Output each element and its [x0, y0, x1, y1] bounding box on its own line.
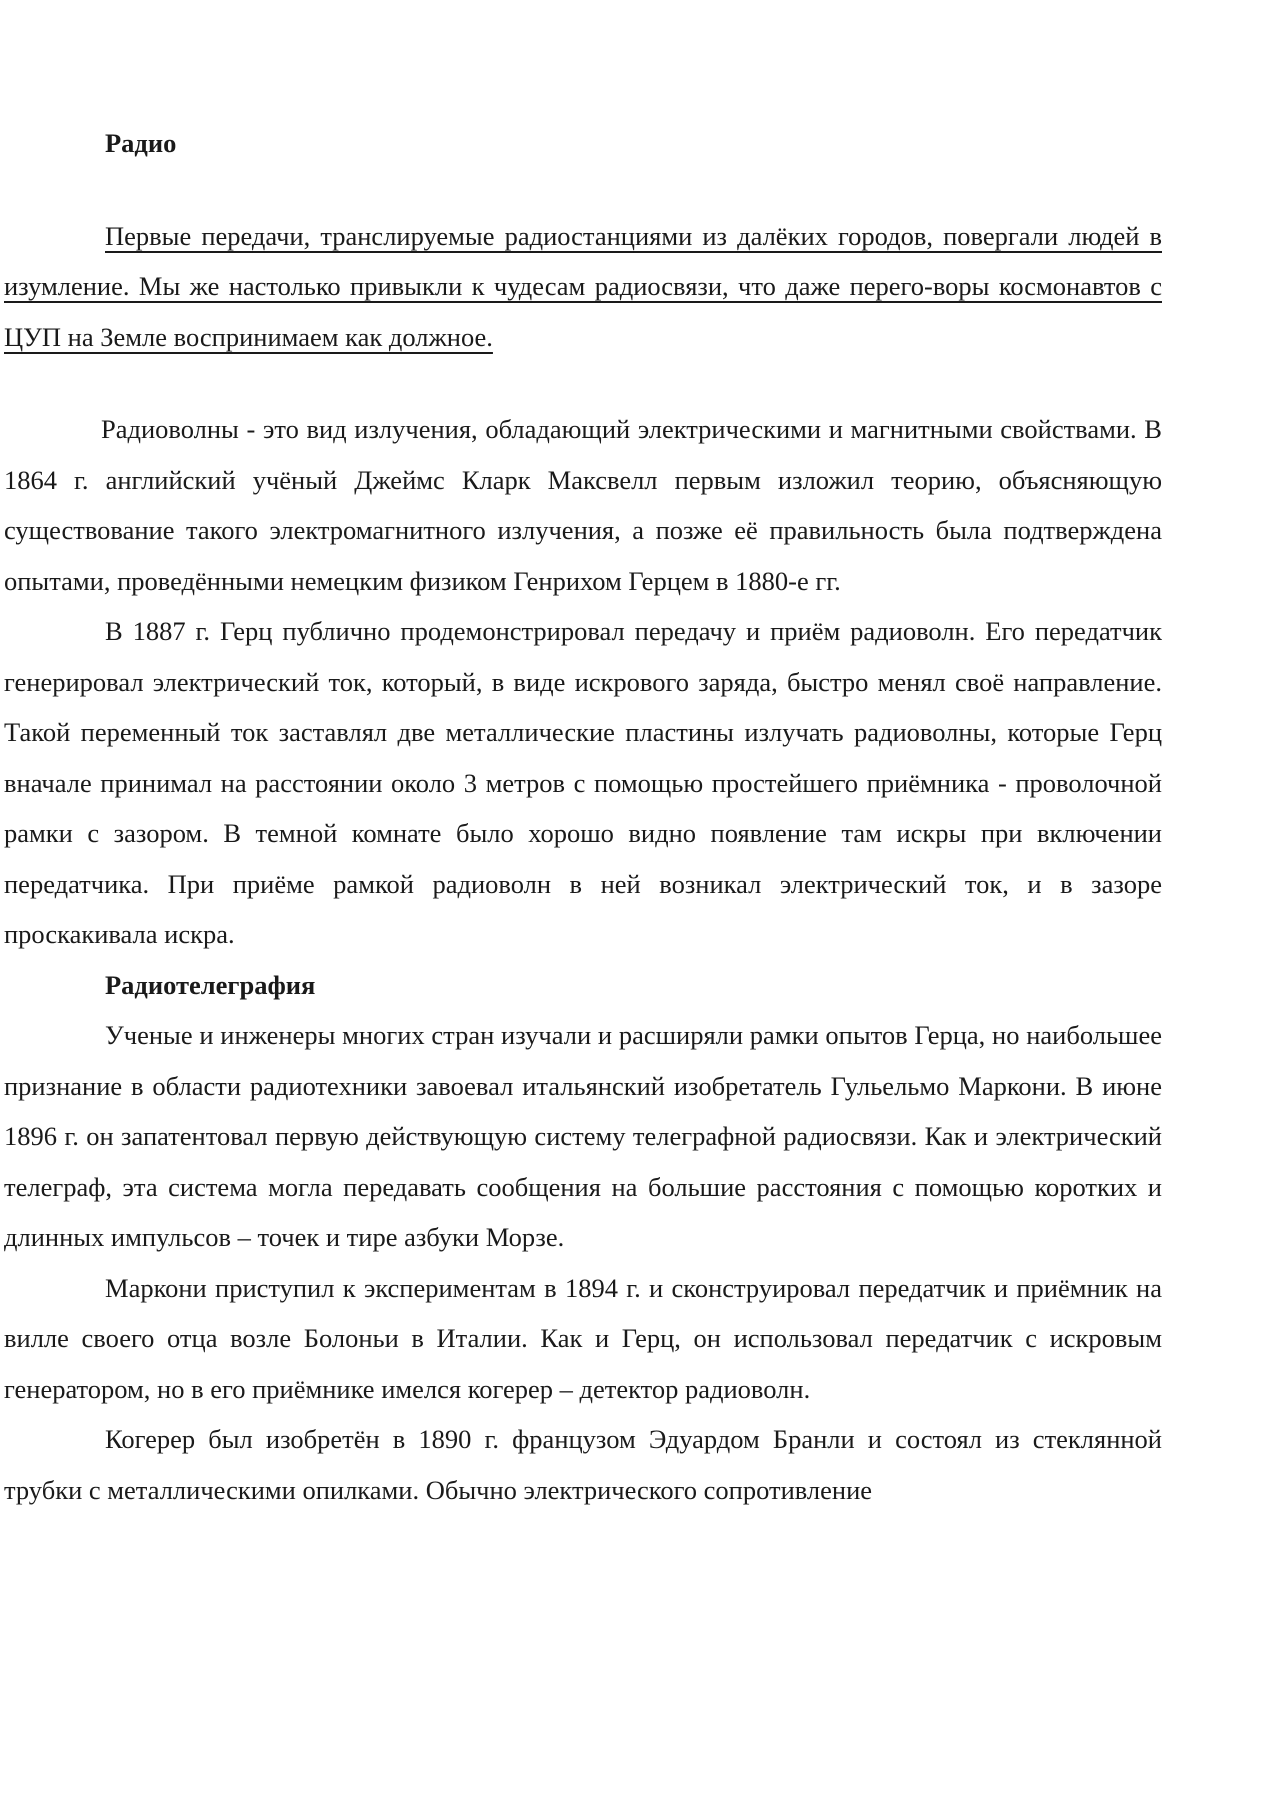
paragraph-marconi-experiments: Маркони приступил к экспериментам в 1894 г. и сконструировал передатчик и приёмник на вилле своего отца возле Болоньи в Италии. Как и Герц, он использовал передатчик с искровым генератором, но в его приёмнике имелся когерер – детектор радиоволн. — [4, 1272, 1162, 1404]
paragraph-marconi-intro: Ученые и инженеры многих стран изучали и расширяли рамки опытов Герца, но наибольшее признание в области радиотехники завоевал итальянский изобретатель Гульельмо Маркони. В июне 1896 г. он запатентовал первую действующую систему телеграфной радиосвязи. Как и электрический телеграф, эта система могла передавать сообщения на большие расстояния с помощью коротких и длинных импульсов – точек и тире азбуки Морзе. — [4, 1020, 1162, 1252]
paragraph-hertz: В 1887 г. Герц публично продемонстрировал передачу и приём радиоволн. Его передатчик генерировал электрический ток, который, в виде искрового заряда, быстро менял своё направление. Такой переменный ток заставлял две металлические пластины излучать радиоволны, которые Герц вначале принимал на расстоянии около 3 метров с помощью простейшего приёмника - проволочной рамки с зазором. В темной комнате было хорошо видно появление там искры при включении передатчика. При приёме рамкой радиоволн в ней возникал электрический ток, и в зазоре проскакивала искра. — [4, 616, 1162, 949]
intro-paragraph: Первые передачи, транслируемые радиостанциями из далёких городов, повергали людей в изумление. Мы же настолько привыкли к чудесам радиосвязи, что даже перего-воры космонавтов с ЦУП на Земле воспринимаем как должное. — [4, 220, 1162, 352]
document-page — [4, 118, 1162, 1515]
spacer — [4, 169, 1162, 211]
paragraph-coherer: Когерер был изобретён в 1890 г. французом Эдуардом Бранли и состоял из стеклянной трубки с металлическими опилками. Обычно электрического сопротивление — [4, 1424, 1162, 1505]
document-title: Радио — [105, 128, 177, 158]
spacer — [4, 362, 1162, 404]
paragraph-radiowaves: Радиоволны - это вид излучения, обладающий электрическими и магнитными свойствами. В 1864 г. английский учёный Джеймс Кларк Максвелл первым изложил теорию, объясняющую существование такого электромагнитного излучения, а позже её правильность была подтверждена опытами, проведёнными немецким физиком Генрихом Герцем в 1880-е гг. — [4, 414, 1162, 596]
section-heading: Радиотелеграфия — [105, 969, 316, 1000]
